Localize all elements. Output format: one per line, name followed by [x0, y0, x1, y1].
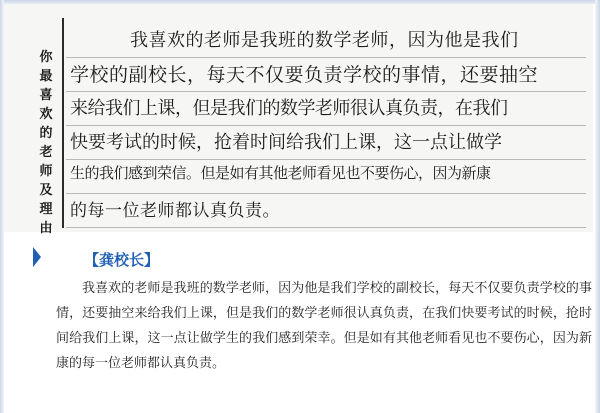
arrow-right-icon	[33, 247, 41, 267]
section-title: 【龚校长】	[84, 251, 160, 269]
article-body	[56, 276, 592, 376]
handwritten-line: 来给我们上课，但是我们的数学老师很认真负责，在我们	[70, 98, 508, 119]
scan-divider	[62, 18, 64, 228]
handwritten-line: 生的我们感到荣信。但是如有其他老师看见也不要伤心，因为新康	[70, 164, 491, 182]
handwritten-line: 的每一位老师都认真负责。	[70, 201, 280, 221]
handwritten-line: 学校的副校长，每天不仅要负责学校的事情，还要抽空	[70, 64, 539, 86]
article-paragraph: 我喜欢的老师是我班的数学老师，因为他是我们学校的副校长，每天不仅要负责学校的事情，还要抽空来给我们上课，但是我们的数学老师很认真负责，在我们快要考试的时候，抢时间给我们上课，这一点让做学生的我们感到荣幸。但是如有其他老师看见也不要伤心，因为新康的每一位老师都认真负责。	[56, 281, 592, 371]
page-frame-right	[595, 0, 600, 413]
scan-side-label: 你最喜欢的老师及理由	[39, 50, 53, 236]
handwritten-scan	[4, 4, 593, 236]
handwritten-line: 我喜欢的老师是我班的数学老师，因为他是我们	[130, 30, 519, 51]
handwritten-line: 快要考试的时候，抢着时间给我们上课，这一点让做学	[70, 132, 502, 153]
